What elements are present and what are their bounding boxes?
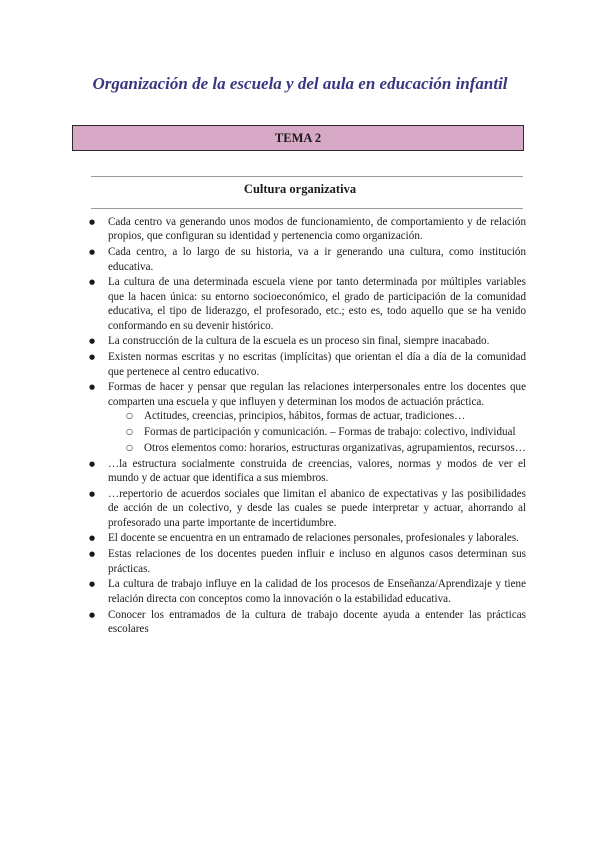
list-item: ● Estas relaciones de los docentes pueden influir e incluso en algunos casos determinan sus prácticas.	[108, 547, 526, 576]
list-item: ● La construcción de la cultura de la escuela es un proceso sin final, siempre inacabado.	[108, 334, 526, 348]
sub-list-item: ○ Otros elementos como: horarios, estructuras organizativas, agrupamientos, recursos…	[144, 441, 526, 455]
top-divider	[91, 176, 523, 177]
list-item: ● …la estructura socialmente construida de creencias, valores, normas y modos de ver el mundo y de actuar que identifica a sus miembros.	[108, 457, 526, 486]
list-item: ● Cada centro va generando unos modos de funcionamiento, de comportamiento y de relación propios, que configuran su identidad y pertenencia como organización.	[108, 215, 526, 244]
list-item: ● Cada centro, a lo largo de su historia, va a ir generando una cultura, como institución educativa.	[108, 245, 526, 274]
list-item: ● La cultura de una determinada escuela viene por tanto determinada por múltiples variables que la hacen única: su entorno socioeconómico, el grado de participación de la comunidad educativa, el tipo de liderazgo, el profesorado, etc.; esto es, todo aquello que se ha venido conformando en su devenir histórico.	[108, 275, 526, 333]
sub-list	[144, 409, 526, 455]
document-title: Organización de la escuela y del aula en educación infantil	[92, 74, 508, 93]
list-item-text: Formas de hacer y pensar que regulan las relaciones interpersonales entre los docentes que comparten una escuela y que influyen y determinan los modos de actuación práctica.	[108, 381, 526, 408]
bottom-divider	[91, 208, 523, 209]
sub-list-item: ○ Actitudes, creencias, principios, hábitos, formas de actuar, tradiciones…	[144, 409, 526, 423]
section-title: Cultura organizativa	[243, 182, 357, 196]
tema-banner	[72, 125, 524, 151]
list-item: ● El docente se encuentra en un entramado de relaciones personales, profesionales y laborales.	[108, 531, 526, 545]
tema-label: TEMA 2	[274, 130, 322, 145]
list-item: ● Conocer los entramados de la cultura de trabajo docente ayuda a entender las prácticas escolares	[108, 608, 526, 637]
list-item: ● Existen normas escritas y no escritas (implícitas) que orientan el día a día de la comunidad que pertenece al centro educativo.	[108, 350, 526, 379]
list-item	[108, 380, 526, 455]
sub-list-item: ○ Formas de participación y comunicación. – Formas de trabajo: colectivo, individual	[144, 425, 526, 439]
list-item: ● La cultura de trabajo influye en la calidad de los procesos de Enseñanza/Aprendizaje y tiene relación directa con conceptos como la innovación o la estabilidad educativa.	[108, 577, 526, 606]
bullet-list	[108, 215, 526, 638]
list-item: ● …repertorio de acuerdos sociales que limitan el abanico de expectativas y las posibilidades de acción de un colectivo, y desde las cuales se puede interpretar y actuar, ahorrando al profesorado una parte importante de incertidumbre.	[108, 487, 526, 530]
